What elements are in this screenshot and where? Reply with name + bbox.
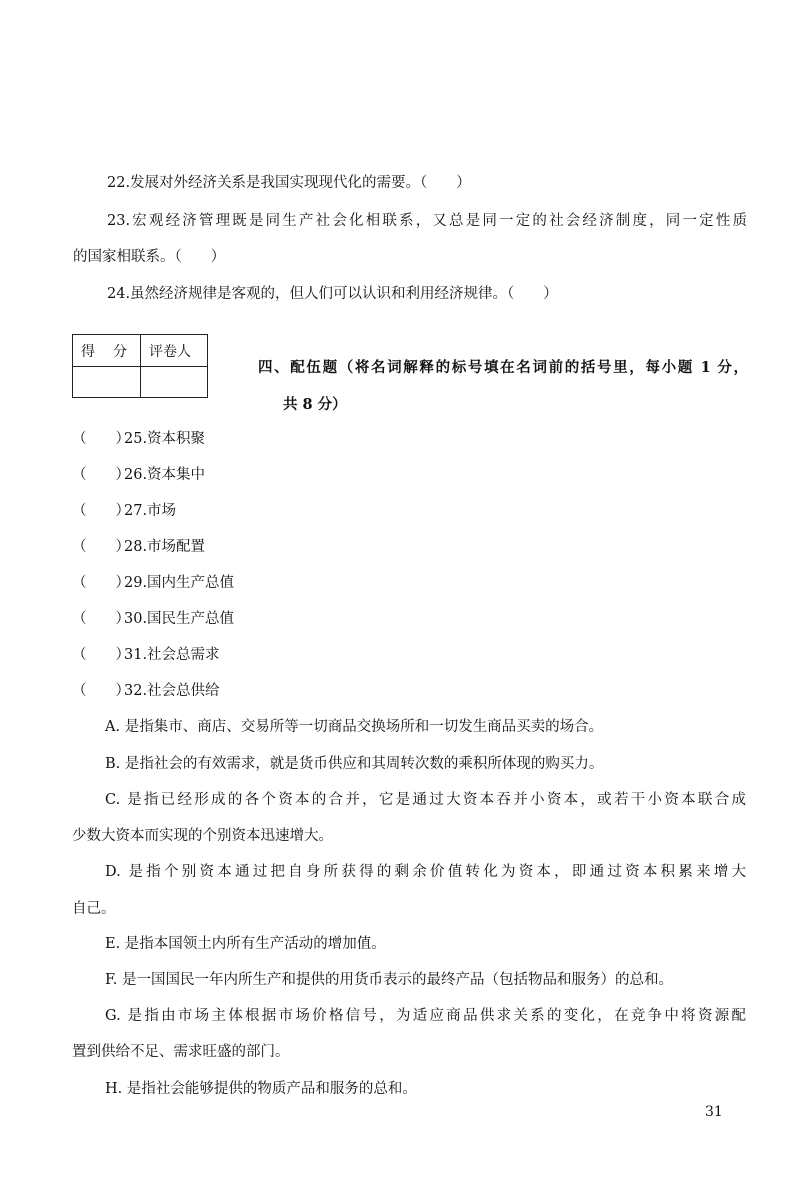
grader-label: 评卷人 <box>149 344 191 360</box>
score-box <box>72 334 208 398</box>
term-label: 26.资本集中 <box>124 467 206 483</box>
definition-f: F. 是一国国民一年内所生产和提供的用货币表示的最终产品（包括物品和服务）的总和。 <box>105 972 674 988</box>
term-32 <box>72 681 220 701</box>
answer-paren[interactable]: （ ） <box>72 467 130 483</box>
score-label: 得 分 <box>81 344 129 360</box>
term-31 <box>72 645 220 665</box>
definition-d-line1: D. 是指个别资本通过把自身所获得的剩余价值转化为资本，即通过资本积累来增大 <box>105 864 746 880</box>
term-29 <box>72 573 234 593</box>
answer-paren[interactable]: （ ） <box>72 647 130 663</box>
question-22: 22.发展对外经济关系是我国实现现代化的需要。（ ） <box>107 175 471 191</box>
answer-paren[interactable]: （ ） <box>72 683 130 699</box>
answer-paren[interactable]: （ ） <box>72 611 130 627</box>
term-28 <box>72 537 205 557</box>
term-label: 25.资本积聚 <box>124 431 206 447</box>
term-label: 29.国内生产总值 <box>124 575 235 591</box>
term-label: 28.市场配置 <box>124 539 206 555</box>
answer-paren[interactable]: （ ） <box>72 431 130 447</box>
definition-e: E. 是指本国领土内所有生产活动的增加值。 <box>105 936 386 952</box>
definition-g-line2: 置到供给不足、需求旺盛的部门。 <box>72 1044 290 1060</box>
definition-a: A. 是指集市、商店、交易所等一切商品交换场所和一切发生商品买卖的场合。 <box>105 719 604 735</box>
question-23-line1: 23.宏观经济管理既是同生产社会化相联系，又总是同一定的社会经济制度，同一定性质 <box>107 213 747 229</box>
term-label: 30.国民生产总值 <box>124 611 235 627</box>
definition-b: B. 是指社会的有效需求，就是货币供应和其周转次数的乘积所体现的购买力。 <box>105 756 604 772</box>
score-box-divider-horizontal <box>73 366 207 367</box>
term-30 <box>72 609 234 629</box>
term-label: 32.社会总供给 <box>124 683 220 699</box>
definition-c-line1: C. 是指已经形成的各个资本的合并，它是通过大资本吞并小资本，或若干小资本联合成 <box>105 792 746 808</box>
term-label: 27.市场 <box>124 503 177 519</box>
term-26 <box>72 465 205 485</box>
answer-paren[interactable]: （ ） <box>72 503 130 519</box>
score-input-cell[interactable] <box>75 369 137 395</box>
definition-d-line2: 自己。 <box>72 901 116 917</box>
grader-input-cell[interactable] <box>143 369 205 395</box>
term-label: 31.社会总需求 <box>124 647 220 663</box>
term-25 <box>72 429 205 449</box>
section-title-line1: 四、配伍题（将名词解释的标号填在名词前的括号里，每小题 1 分， <box>258 359 748 376</box>
definition-g-line1: G. 是指由市场主体根据市场价格信号，为适应商品供求关系的变化，在竞争中将资源配 <box>105 1008 746 1024</box>
page-number: 31 <box>705 1104 723 1120</box>
section-title-line2: 共 8 分） <box>283 396 347 413</box>
answer-paren[interactable]: （ ） <box>72 539 130 555</box>
answer-paren[interactable]: （ ） <box>72 575 130 591</box>
definition-c-line2: 少数大资本而实现的个别资本迅速增大。 <box>72 828 333 844</box>
term-27 <box>72 501 176 521</box>
question-24: 24.虽然经济规律是客观的，但人们可以认识和利用经济规律。（ ） <box>107 286 558 302</box>
definition-h: H. 是指社会能够提供的物质产品和服务的总和。 <box>105 1081 417 1097</box>
question-23-line2: 的国家相联系。（ ） <box>73 249 226 265</box>
